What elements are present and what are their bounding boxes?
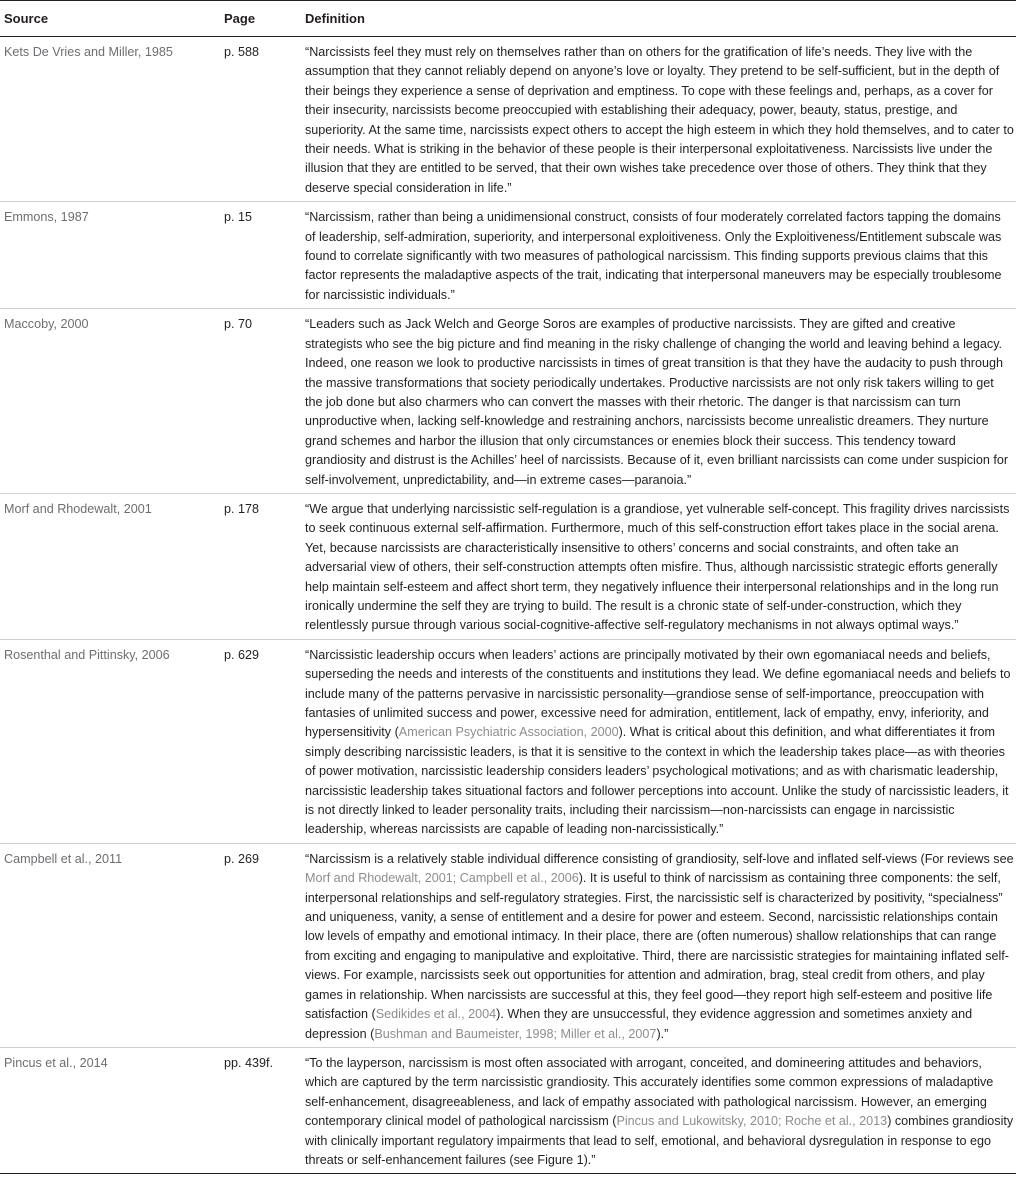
page-cell: p. 588 — [224, 45, 260, 59]
definition-text: ).” — [656, 1026, 669, 1041]
definition-text: “To the layperson, narcissism is most often associated with arrogant, conceited, and domineering attitudes and behaviors, which are captured by the term narcissistic grandiosity. This accurately identifies some common expressions of maladaptive self-enhancement, disagreeableness, and lack of empathy associated with pathological narcissism. However, an emerging contemporary clinical model of pathological narcissism ( — [305, 1055, 994, 1129]
definition-text: “Narcissists feel they must rely on themselves rather than on others for the gratification of life’s needs. They live with the assumption that they cannot reliably depend on anyone’s love or loyalty. They pretend to be self-sufficient, but in the depth of their beings they experience a sense of deprivation and emptiness. To cope with these feelings and, perhaps, as a cover for their insecurity, narcissists become preoccupied with establishing their adequacy, power, beauty, status, prestige, and superiority. At the same time, narcissists expect others to accept the high esteem in which they hold themselves, and to cater to their needs. What is striking in the behavior of these people is their interpersonal exploitativeness. Narcissists live under the illusion that they are entitled to be served, that their own wishes take precedence over those of others. They think that they deserve special consideration in life.” — [305, 45, 1014, 195]
page-cell: p. 269 — [224, 851, 260, 866]
source-cell: Pincus et al., 2014 — [4, 1055, 108, 1070]
source-cell: Emmons, 1987 — [4, 210, 89, 225]
table-row — [0, 843, 1016, 1047]
definition-cell — [305, 493, 1016, 639]
definition-text: “Narcissistic leadership occurs when leaders’ actions are principally motivated by their own egomaniacal needs and beliefs, superseding the needs and interests of the constituents and institutions they lead. We define egomaniacal needs and beliefs to include many of the patterns pervasive in narcissistic personality—grandiose sense of self-importance, preoccupation with fantasies of unlimited success and power, excessive need for admiration, entitlement, lack of empathy, envy, inferiority, and hypersensitivity ( — [305, 647, 1011, 740]
definition-text: ). What is critical about this definition, and what differentiates it from simply describing narcissistic leaders, is that it is sensitive to the context in which the leadership takes place—as with theories of power motivation, narcissistic leadership considers leaders’ psychological motivations; and as with charismatic leadership, narcissistic leadership takes situational factors and follower perceptions into account. Unlike the study of narcissistic leaders, it is not directly linked to leader personality traits, including their narcissism—non-narcissists can engage in narcissistic leadership, whereas narcissists are capable of leading non-narcissistically.” — [305, 725, 1009, 837]
definition-text: ). It is useful to think of narcissism as containing three components: the self, interpersonal relationships and self-regulatory strategies. First, the narcissistic self is characterized by positivity, “specialness” and uniqueness, vanity, a sense of entitlement and a desire for power and esteem. Second, narcissistic relationships contain low levels of empathy and emotional intimacy. In their place, there are (often numerous) shallow relationships that can range from exciting and engaging to manipulative and exploitative. Third, there are narcissistic strategies for maintaining inflated self-views. For example, narcissists seek out opportunities for attention and admiration, brag, steal credit from others, and play games in relationship. When narcissists are successful at this, they feel good—they report high self-esteem and positive life satisfaction ( — [305, 871, 1009, 1022]
page-cell: p. 70 — [224, 317, 253, 332]
header-source: Source — [0, 1, 220, 37]
table-row — [0, 202, 1016, 309]
source-cell: Maccoby, 2000 — [4, 317, 89, 332]
table-row — [0, 309, 1016, 494]
definition-text: “Leaders such as Jack Welch and George Soros are examples of productive narcissists. They are gifted and creative strategists who see the big picture and find meaning in the risky challenge of changing the world and leaving behind a legacy. Indeed, one reason we look to productive narcissists in times of great transition is that they have the audacity to push through the massive transformations that society periodically undertakes. Productive narcissists are not only risk takers willing to get the job done but also charmers who can convert the masses with their rhetoric. The danger is that narcissism can turn unproductive when, lacking self-knowledge and restraining anchors, narcissists become unrealistic dreamers. They nurture grand schemes and harbor the illusion that only circumstances or enemies block their success. This tendency toward grandiosity and distrust is the Achilles’ heel of narcissists. Because of it, even brilliant narcissists can come under suspicion for self-involvement, unpredictability, and—in extreme cases—paranoia.” — [305, 317, 1009, 487]
page-cell: p. 15 — [224, 210, 253, 225]
citation-link[interactable]: Sedikides et al., 2004 — [375, 1007, 497, 1022]
citation-link[interactable]: Morf and Rhodewalt, 2001; Campbell et al., 2006 — [305, 871, 579, 886]
table-body — [0, 37, 1016, 1174]
table-row — [0, 493, 1016, 639]
table-row — [0, 37, 1016, 202]
header-page: Page — [220, 1, 305, 37]
citation-link[interactable]: Bushman and Baumeister, 1998; Miller et al., 2007 — [374, 1026, 657, 1041]
page-cell: p. 178 — [224, 501, 260, 516]
definition-cell — [305, 639, 1016, 843]
definition-cell — [305, 202, 1016, 309]
definition-cell — [305, 37, 1016, 202]
definition-text: ) combines grandiosity with clinically important regulatory impairments that lead to self, emotional, and behavioral dysregulation in response to ego threats or self-enhancement failures (see Figure 1).” — [305, 1114, 1014, 1167]
source-cell: Morf and Rhodewalt, 2001 — [4, 501, 152, 516]
definition-cell — [305, 843, 1016, 1047]
source-cell: Campbell et al., 2011 — [4, 851, 123, 866]
definition-cell — [305, 1047, 1016, 1173]
definition-cell — [305, 309, 1016, 494]
page-cell: pp. 439f. — [224, 1055, 274, 1070]
header-definition: Definition — [305, 1, 1016, 37]
table-row — [0, 1047, 1016, 1173]
table-row — [0, 639, 1016, 843]
definition-text: “Narcissism, rather than being a unidimensional construct, consists of four moderately correlated factors tapping the domains of leadership, self-admiration, superiority, and interpersonal exploitiveness. Only the Exploitiveness/Entitlement subscale was found to correlate significantly with two measures of pathological narcissism. This finding supports previous claims that this factor represents the maladaptive aspects of the trait, indicating that interpersonal maneuvers may be especially troublesome for narcissistic individuals.” — [305, 210, 1002, 302]
page-cell: p. 629 — [224, 647, 260, 662]
definition-text: “Narcissism is a relatively stable individual difference consisting of grandiosity, self-love and inflated self-views (For reviews see — [305, 851, 1014, 866]
citation-link[interactable]: Pincus and Lukowitsky, 2010; Roche et al., 2013 — [616, 1114, 888, 1129]
header-row — [0, 1, 1016, 37]
definition-text: ). When they are unsuccessful, they evidence aggression and sometimes anxiety and depression ( — [305, 1007, 973, 1041]
table-header — [0, 1, 1016, 37]
source-cell: Kets De Vries and Miller, 1985 — [4, 45, 173, 59]
citation-link[interactable]: American Psychiatric Association, 2000 — [398, 725, 619, 740]
source-cell: Rosenthal and Pittinsky, 2006 — [4, 647, 170, 662]
definition-text: “We argue that underlying narcissistic self-regulation is a grandiose, yet vulnerable self-concept. This fragility drives narcissists to seek continuous external self-affirmation. Furthermore, much of this self-construction effort takes place in the social arena. Yet, because narcissists are characteristically insensitive to others’ concerns and social constraints, and often take an adversarial view of others, their self-construction attempts often misfire. Thus, although narcissistic strategic efforts generally help maintain self-esteem and affect short term, they negatively influence their interpersonal relationships and in the long run ironically undermine the self they are trying to build. The result is a chronic state of self-under-construction, which they relentlessly pursue through various social-cognitive-affective self-regulatory mechanisms in not always optimal ways.” — [305, 501, 1010, 633]
